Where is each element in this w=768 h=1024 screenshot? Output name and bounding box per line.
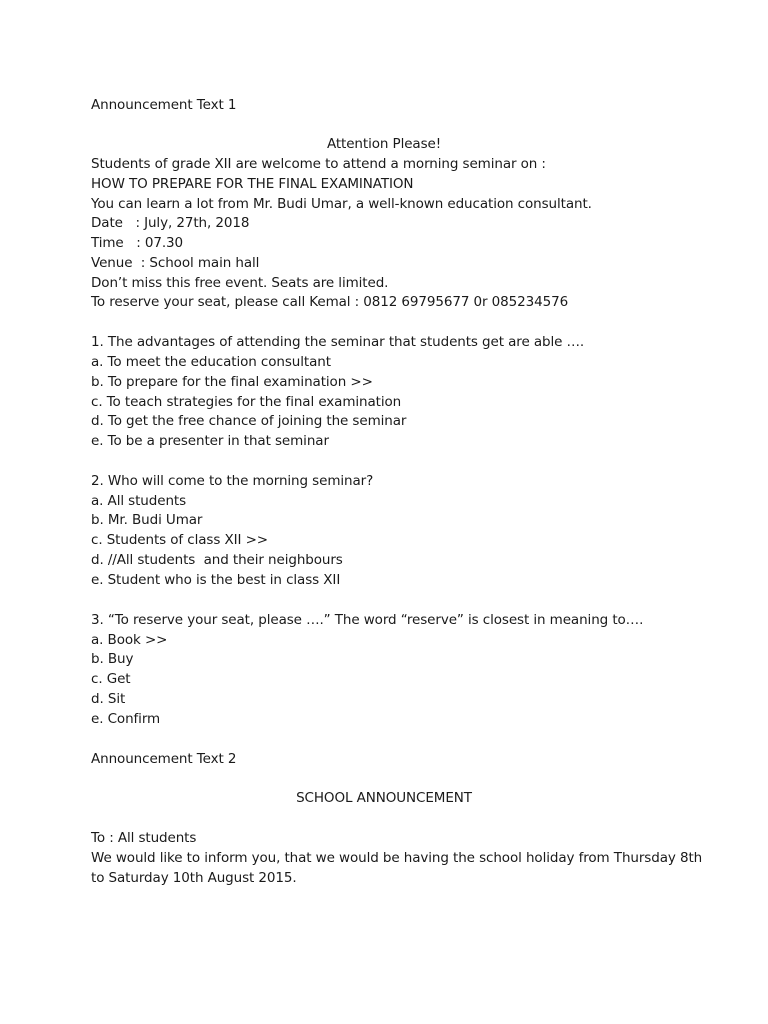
announcement-body-line: We would like to inform you, that we would be having the school holiday from Thursday 8th [91,850,703,866]
announcement-text-2-heading: Announcement Text 2 [91,751,237,767]
option-a: a. To meet the education consultant [91,354,331,370]
question-1: 1. The advantages of attending the seminar that students get are able …. [91,334,585,350]
venue-line: Venue : School main hall [91,255,260,271]
contact-line: To reserve your seat, please call Kemal : 0812 69795677 0r 085234576 [91,294,569,310]
option-b: b. Buy [91,651,134,667]
option-b: b. To prepare for the final examination >> [91,374,373,390]
announcement-line: Students of grade XII are welcome to attend a morning seminar on : [91,156,546,172]
announcement-line: Don’t miss this free event. Seats are limited. [91,275,389,291]
date-line: Date : July, 27th, 2018 [91,215,250,231]
announcement-text-1-heading: Announcement Text 1 [91,97,237,113]
announcement-body-line: to Saturday 10th August 2015. [91,870,297,886]
option-a: a. Book >> [91,632,168,648]
option-e: e. To be a presenter in that seminar [91,433,329,449]
option-d: d. //All students and their neighbours [91,552,343,568]
announcement-line: You can learn a lot from Mr. Budi Umar, a well-known education consultant. [91,196,592,212]
question-2: 2. Who will come to the morning seminar? [91,473,374,489]
option-a: a. All students [91,493,187,509]
option-e: e. Confirm [91,711,161,727]
option-e: e. Student who is the best in class XII [91,572,341,588]
seminar-title: HOW TO PREPARE FOR THE FINAL EXAMINATION [91,176,414,192]
option-c: c. Get [91,671,131,687]
time-line: Time : 07.30 [91,235,183,251]
school-announcement-heading: SCHOOL ANNOUNCEMENT [296,790,472,806]
option-d: d. Sit [91,691,126,707]
option-c: c. To teach strategies for the final examination [91,394,402,410]
option-c: c. Students of class XII >> [91,532,269,548]
attention-heading: Attention Please! [326,136,442,152]
recipient-line: To : All students [91,830,197,846]
option-d: d. To get the free chance of joining the seminar [91,413,407,429]
question-3: 3. “To reserve your seat, please ….” The word “reserve” is closest in meaning to…. [91,612,644,628]
option-b: b. Mr. Budi Umar [91,512,203,528]
